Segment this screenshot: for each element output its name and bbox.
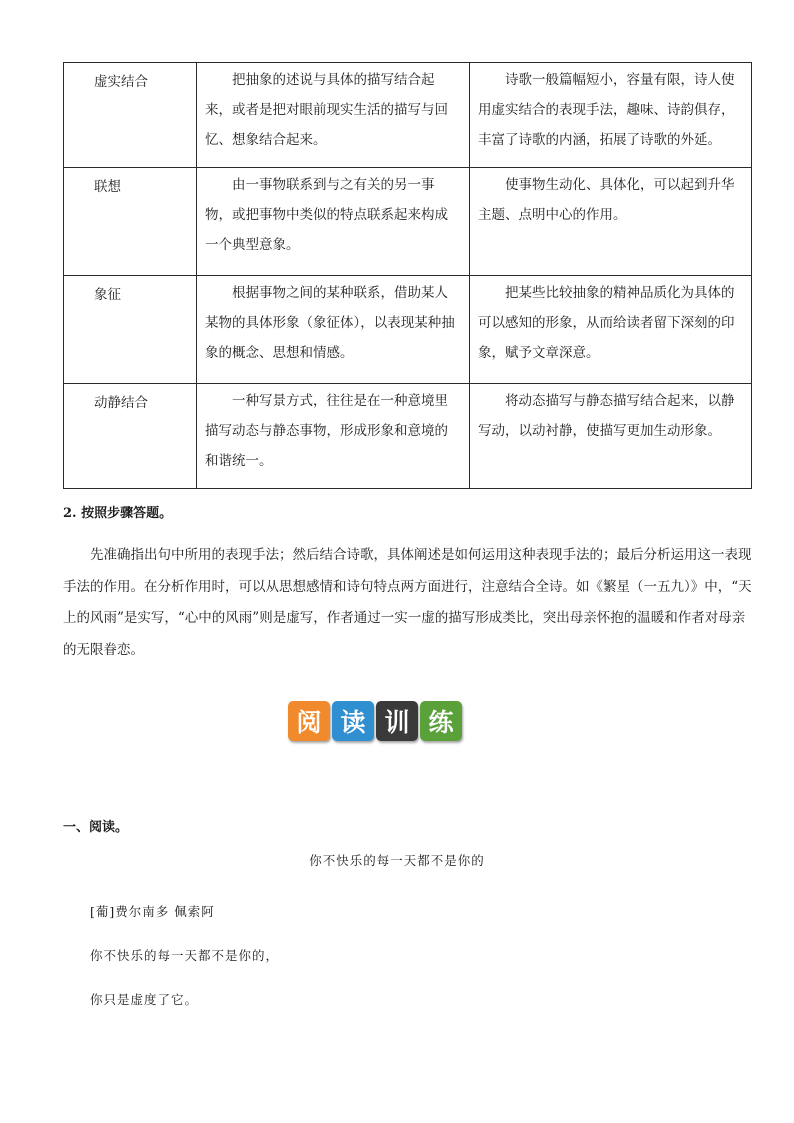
technique-definition: 根据事物之间的某种联系，借助某人某物的具体形象（象征体），以表现某种抽象的概念、思想和情感。 bbox=[197, 276, 470, 384]
technique-name: 虚实结合 bbox=[64, 63, 197, 168]
poem-author: [葡]费尔南多 佩索阿 bbox=[90, 904, 215, 919]
section-2-heading: 2. 按照步骤答题。 bbox=[63, 506, 173, 521]
technique-effect: 把某些比较抽象的精神品质化为具体的可以感知的形象，从而给读者留下深刻的印象，赋予文章深意。 bbox=[470, 276, 752, 384]
banner-tile: 阅 bbox=[288, 701, 330, 741]
section-2-paragraph: 先准确指出句中所用的表现手法；然后结合诗歌，具体阐述是如何运用这种表现手法的；最后分析运用这一表现手法的作用。在分析作用时，可以从思想感情和诗句特点两方面进行，注意结合全诗。如《繁星（一五九）》中，“天上的风雨”是实写，“心中的风雨”则是虚写，作者通过一实一虚的描写形成类比，突出母亲怀抱的温暖和作者对母亲的无限眷恋。 bbox=[63, 547, 752, 658]
technique-definition: 一种写景方式，往往是在一种意境里描写动态与静态事物，形成形象和意境的和谐统一。 bbox=[197, 384, 470, 489]
table-row bbox=[64, 168, 752, 276]
banner-tile: 读 bbox=[332, 701, 374, 741]
technique-name: 联想 bbox=[64, 168, 197, 276]
banner-tile: 训 bbox=[376, 701, 418, 741]
section-1-heading: 一、阅读。 bbox=[63, 820, 129, 835]
poem-line: 你只是虚度了它。 bbox=[90, 992, 199, 1007]
techniques-table bbox=[63, 62, 752, 489]
technique-name: 动静结合 bbox=[64, 384, 197, 489]
technique-effect: 诗歌一般篇幅短小，容量有限，诗人使用虚实结合的表现手法，趣味、诗韵俱存，丰富了诗歌的内涵，拓展了诗歌的外延。 bbox=[470, 63, 752, 168]
table-row bbox=[64, 63, 752, 168]
poem-title: 你不快乐的每一天都不是你的 bbox=[309, 853, 485, 868]
technique-name: 象征 bbox=[64, 276, 197, 384]
technique-effect: 将动态描写与静态描写结合起来，以静写动，以动衬静，使描写更加生动形象。 bbox=[470, 384, 752, 489]
table-row bbox=[64, 384, 752, 489]
table-row bbox=[64, 276, 752, 384]
technique-definition: 由一事物联系到与之有关的另一事物，或把事物中类似的特点联系起来构成一个典型意象。 bbox=[197, 168, 470, 276]
poem-line: 你不快乐的每一天都不是你的， bbox=[90, 948, 280, 963]
technique-effect: 使事物生动化、具体化，可以起到升华主题、点明中心的作用。 bbox=[470, 168, 752, 276]
banner-tile: 练 bbox=[420, 701, 462, 741]
reading-practice-banner bbox=[288, 701, 464, 745]
technique-definition: 把抽象的述说与具体的描写结合起来，或者是把对眼前现实生活的描写与回忆、想象结合起来。 bbox=[197, 63, 470, 168]
